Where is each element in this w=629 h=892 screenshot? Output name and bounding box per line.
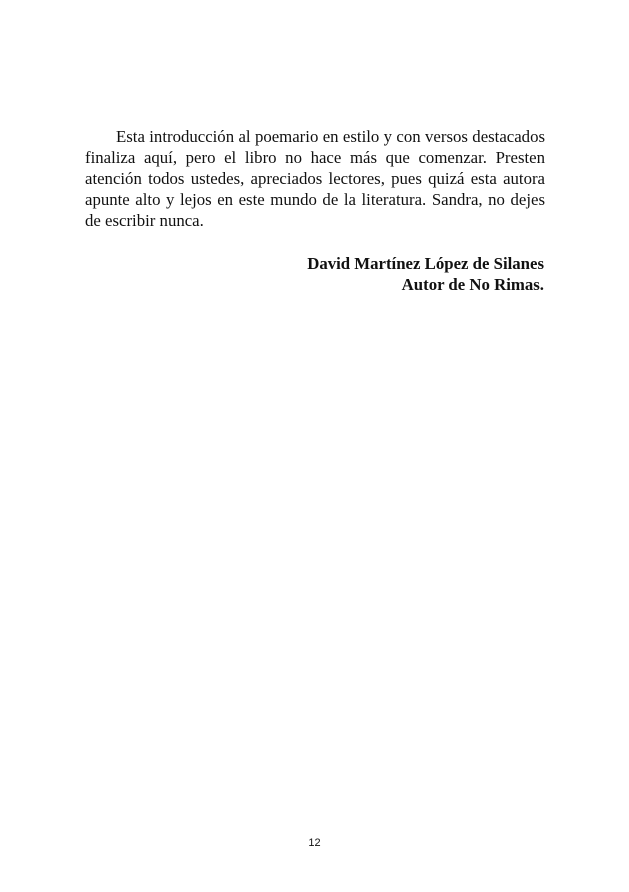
signature-role: Autor de No Rimas. xyxy=(401,275,544,294)
page-number: 12 xyxy=(308,837,321,849)
signature-block xyxy=(307,253,544,295)
signature-name: David Martínez López de Silanes xyxy=(307,254,544,273)
body-paragraph: Esta introducción al poemario en estilo y con versos destacados finaliza aquí, pero el libro no hace más que comenzar. Presten atención todos ustedes, apreciados lectores, pues quizá esta autora apunte alto y lejos en este mundo de la literatura. Sandra, no dejes de escribir nunca. xyxy=(85,127,545,230)
